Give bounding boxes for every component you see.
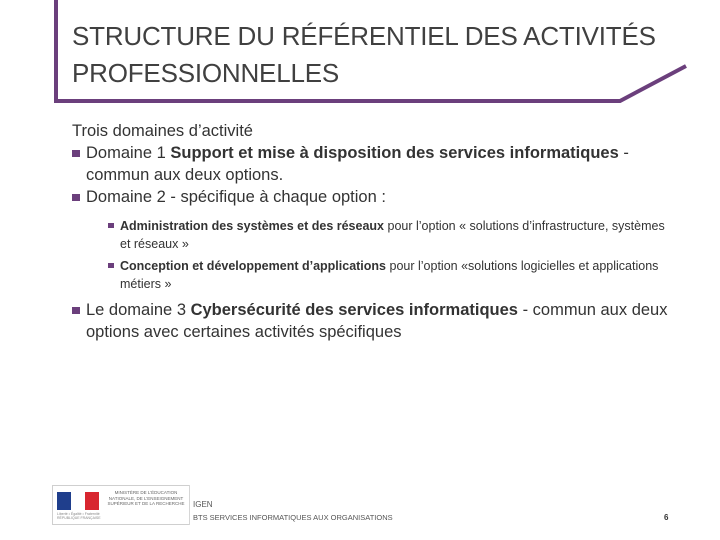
list-item-domaine-1 (72, 142, 672, 186)
domaine-3-suffix: - commun aux deux options avec certaines activités spécifiques (86, 301, 668, 341)
logo-motto: Liberté • Égalité • Fraternité RÉPUBLIQUE FRANÇAISE (57, 512, 101, 520)
footer-igen: IGEN (193, 500, 213, 509)
page-number: 6 (664, 513, 669, 522)
ministry-logo (52, 485, 190, 525)
domaine-3-prefix: Le domaine 3 (86, 301, 191, 319)
bullet-square-icon (108, 223, 114, 228)
sub-item-2-bold: Conception et développement d’applications (120, 259, 387, 273)
french-flag-icon (57, 492, 99, 510)
domaine-1-suffix: - commun aux deux options. (86, 144, 629, 184)
sub-item-conception (108, 257, 672, 293)
domaine-2-sublist (108, 217, 672, 293)
footer-divider (189, 485, 190, 525)
footer-bts-label: BTS SERVICES INFORMATIQUES AUX ORGANISATIONS (193, 513, 393, 522)
sub-item-1-bold: Administration des systèmes et des réseaux (120, 219, 385, 233)
sub-item-2-suffix: pour l’option «solutions logicielles et applications métiers » (120, 259, 659, 291)
bullet-square-icon (108, 263, 114, 268)
sub-item-1-suffix: pour l’option « solutions d’infrastructure, systèmes et réseaux » (120, 219, 665, 251)
list-item-domaine-2 (72, 186, 672, 208)
sub-item-administration (108, 217, 672, 253)
domaine-2-text: Domaine 2 - spécifique à chaque option : (86, 188, 386, 206)
slide-title: STRUCTURE DU RÉFÉRENTIEL DES ACTIVITÉS PROFESSIONNELLES (72, 21, 656, 88)
bullet-square-icon (72, 150, 80, 157)
intro-text: Trois domaines d’activité (72, 122, 253, 140)
domaine-1-prefix: Domaine 1 (86, 144, 171, 162)
list-item-domaine-3 (72, 299, 672, 343)
bullet-square-icon (72, 307, 80, 314)
logo-text: MINISTÈRE DE L’ÉDUCATION NATIONALE, DE L’ENSEIGNEMENT SUPÉRIEUR ET DE LA RECHERCHE (107, 490, 185, 506)
bullet-square-icon (72, 194, 80, 201)
domaine-3-bold: Cybersécurité des services informatiques (190, 301, 518, 319)
domaine-1-bold: Support et mise à disposition des services informatiques (170, 144, 619, 162)
slide-content (72, 120, 672, 343)
